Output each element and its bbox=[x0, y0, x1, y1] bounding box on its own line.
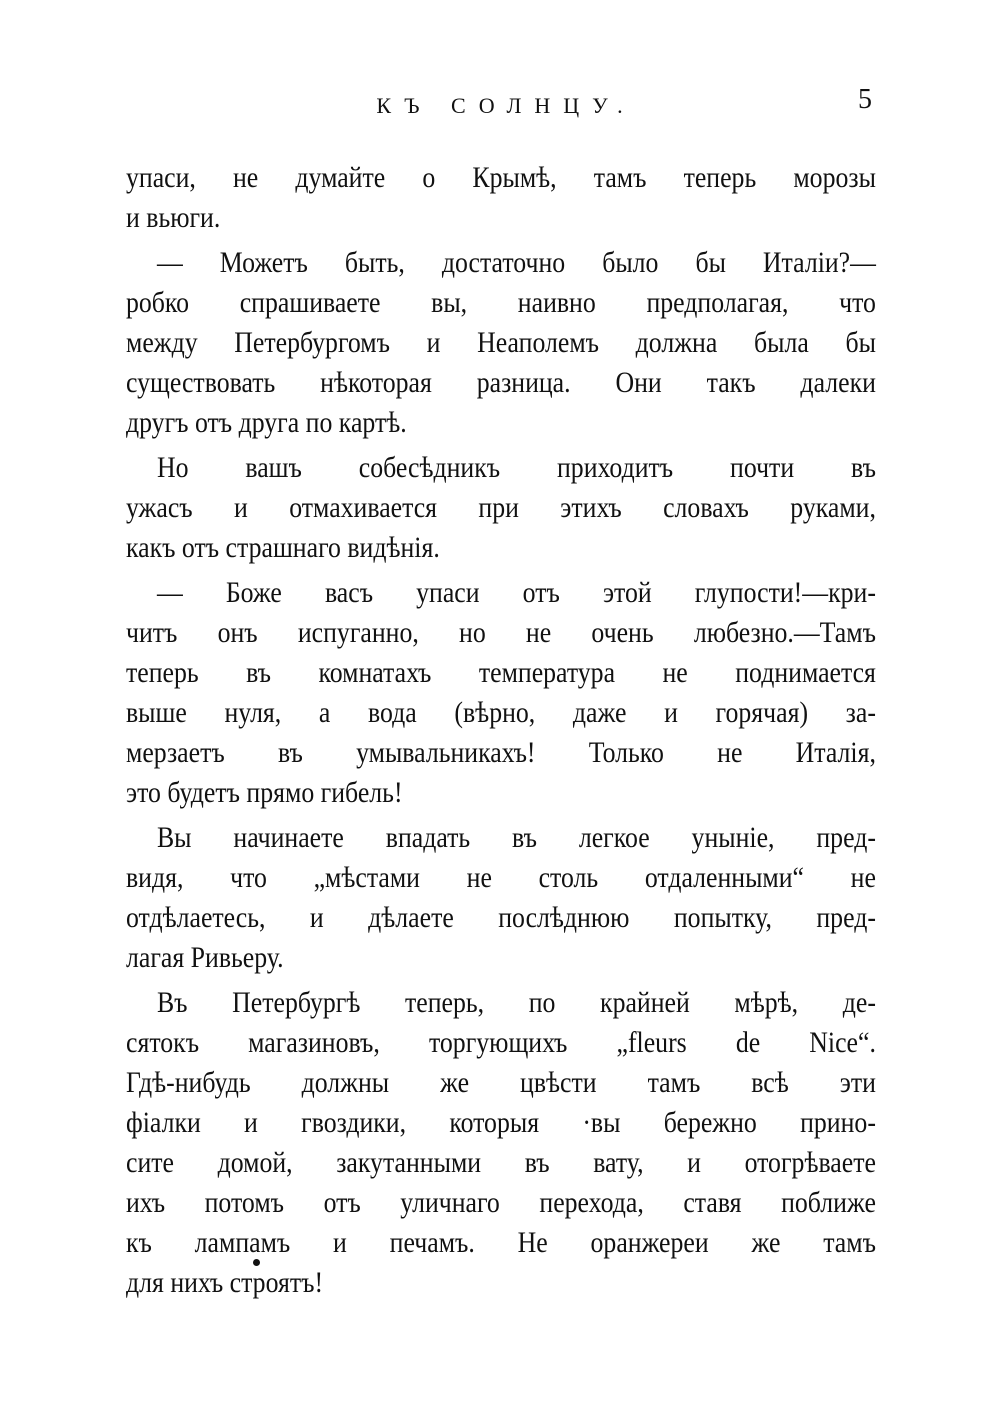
text-line: существовать нѣкоторая разница. Они такъ далеки bbox=[126, 366, 876, 399]
text-line: и вьюги. bbox=[126, 201, 221, 234]
paragraph-4 bbox=[126, 573, 876, 813]
text-line: Вы начинаете впадать въ легкое уныніе, пред- bbox=[156, 821, 876, 854]
paragraph-1 bbox=[126, 158, 876, 238]
text-line: — Можетъ быть, достаточно было бы Италіи?— bbox=[156, 246, 876, 279]
text-line: къ лампамъ и печамъ. Не оранжереи же тамъ bbox=[126, 1226, 876, 1259]
page-number: 5 bbox=[858, 84, 872, 115]
text-line: теперь въ комнатахъ температура не поднимается bbox=[126, 656, 876, 689]
paragraph-6 bbox=[126, 983, 876, 1303]
text-line: это будетъ прямо гибель! bbox=[126, 776, 403, 809]
text-line: упаси, не думайте о Крымѣ, тамъ теперь морозы bbox=[126, 161, 876, 194]
running-head bbox=[0, 84, 1000, 124]
text-line: читъ онъ испуганно, но не очень любезно.—Тамъ bbox=[126, 616, 876, 649]
text-line: между Петербургомъ и Неаполемъ должна была бы bbox=[126, 326, 876, 359]
text-line: другъ отъ друга по картѣ. bbox=[126, 406, 407, 439]
running-title: КЪ СОЛНЦУ. bbox=[376, 93, 636, 118]
body-text bbox=[126, 158, 876, 1308]
text-line: выше нуля, а вода (вѣрно, даже и горячая) за- bbox=[126, 696, 876, 729]
text-line: для нихъ строятъ! bbox=[126, 1266, 324, 1299]
paragraph-2 bbox=[126, 243, 876, 443]
text-line: ихъ потомъ отъ уличнаго перехода, ставя поближе bbox=[126, 1186, 876, 1219]
text-line: сятокъ магазиновъ, торгующихъ „fleurs de Nice“. bbox=[126, 1026, 876, 1059]
text-line: лагая Ривьеру. bbox=[126, 941, 284, 974]
text-line: — Боже васъ упаси отъ этой глупости!—кри- bbox=[156, 576, 876, 609]
paragraph-5 bbox=[126, 818, 876, 978]
text-line: Но вашъ собесѣдникъ приходитъ почти въ bbox=[156, 451, 876, 484]
text-line: видя, что „мѣстами не столь отдаленными“ не bbox=[126, 861, 876, 894]
text-line: какъ отъ страшнаго видѣнія. bbox=[126, 531, 440, 564]
paragraph-3 bbox=[126, 448, 876, 568]
text-line: ужасъ и отмахивается при этихъ словахъ руками, bbox=[126, 491, 876, 524]
text-line: фіалки и гвоздики, которыя ·вы бережно прино- bbox=[126, 1106, 876, 1139]
text-line: сите домой, закутанными въ вату, и отогрѣваете bbox=[126, 1146, 876, 1179]
text-line: мерзаетъ въ умывальникахъ! Только не Италія, bbox=[126, 736, 876, 769]
ink-speck bbox=[253, 1259, 260, 1266]
text-line: Въ Петербургѣ теперь, по крайней мѣрѣ, де- bbox=[156, 986, 876, 1019]
text-line: отдѣлаетесь, и дѣлаете послѣднюю попытку, пред- bbox=[126, 901, 876, 934]
text-line: Гдѣ-нибудь должны же цвѣсти тамъ всѣ эти bbox=[126, 1066, 876, 1099]
text-line: робко спрашиваете вы, наивно предполагая, что bbox=[126, 286, 876, 319]
